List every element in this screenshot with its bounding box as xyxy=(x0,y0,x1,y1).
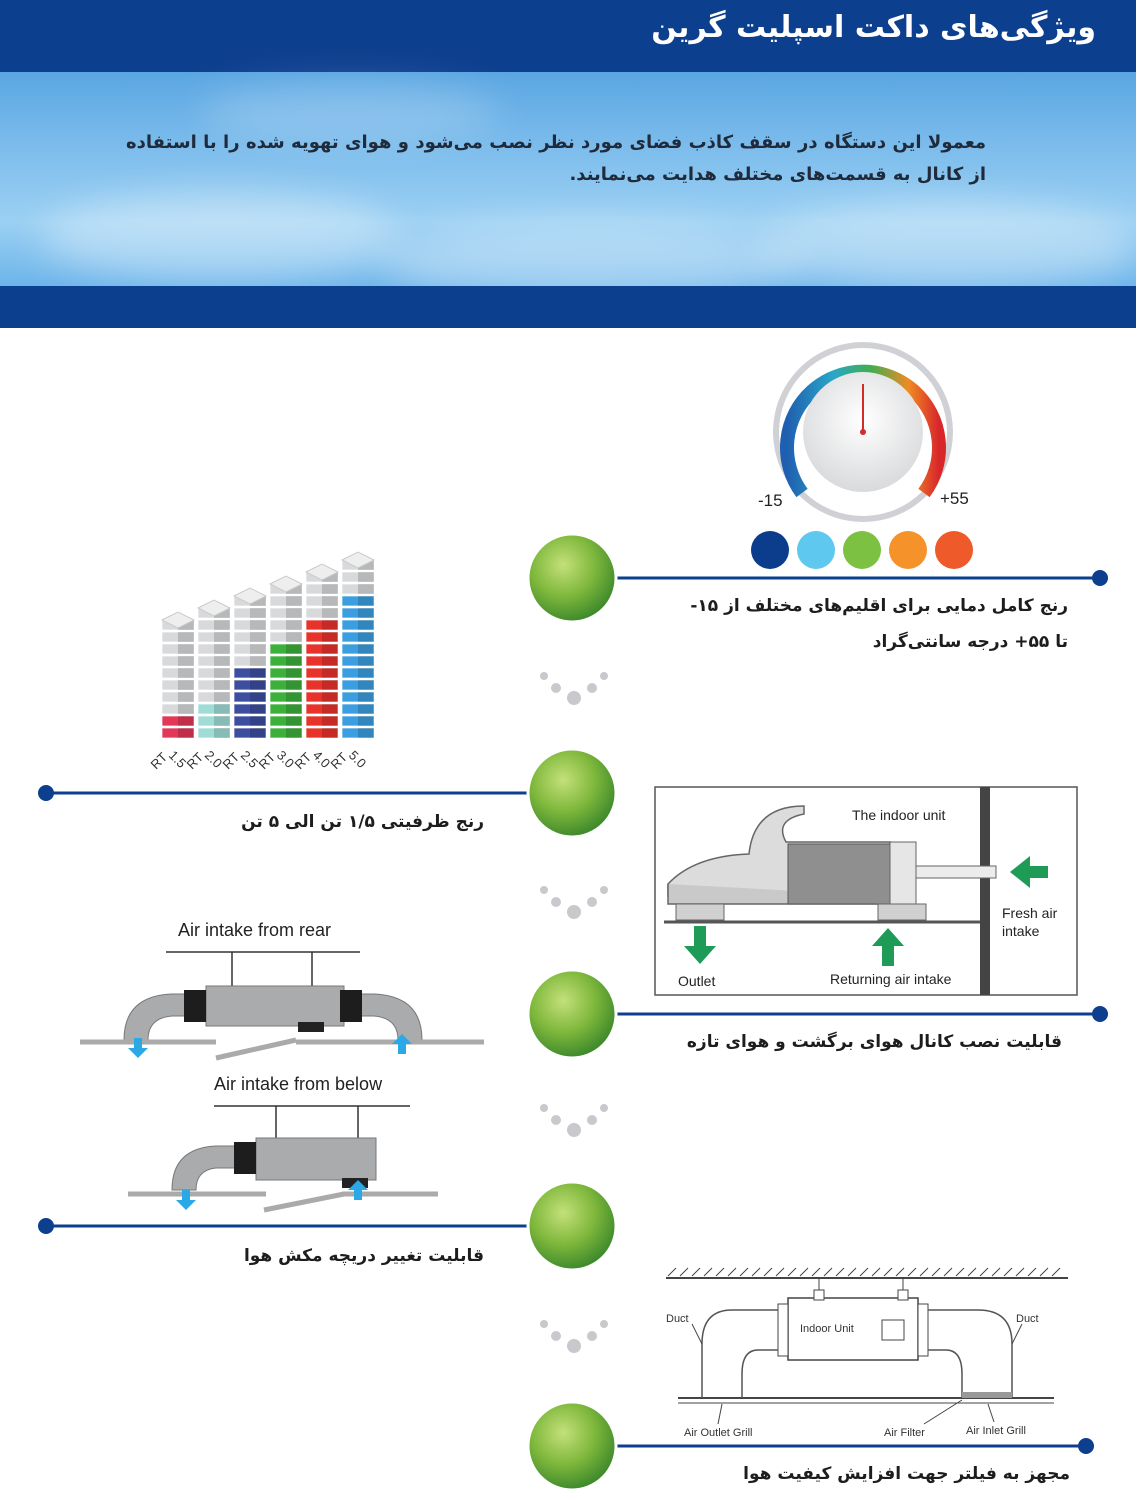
capacity-unit-label: RT xyxy=(291,749,315,773)
feature-1-line-1: رنج کامل دمایی برای اقلیم‌های مختلف از ۱۵- xyxy=(690,596,1068,616)
feature-ball-2 xyxy=(528,749,616,837)
capacity-bar xyxy=(306,564,338,738)
feature-5-text: مجهز به فیلتر جهت افزایش کیفیت هوا xyxy=(743,1464,1070,1484)
capacity-bar xyxy=(162,612,194,738)
page-title: ویژگی‌های داکت اسپلیت گرین xyxy=(651,10,1096,45)
capacity-tick-label: 2.0 xyxy=(201,747,226,771)
capacity-bar xyxy=(342,552,374,738)
capacity-unit-label: RT xyxy=(147,749,171,773)
capacity-tick-label: 4.0 xyxy=(309,747,334,771)
intake-rear-label: Air intake from rear xyxy=(178,920,332,940)
duct-outlet-grill-label: Air Outlet Grill xyxy=(684,1427,753,1439)
dot-cluster-2 xyxy=(540,886,608,919)
capacity-chart xyxy=(147,490,430,790)
feature-2-text: رنج ظرفیتی ۱/۵ تن الی ۵ تن xyxy=(241,812,484,832)
feature-ball-5 xyxy=(528,1402,616,1490)
fresh-intake-label: intake xyxy=(1002,923,1040,939)
intro-text: معمولا این دستگاه در سقف کاذب فضای مورد نظر نصب می‌شود و هوای تهویه شده را با استفاده از کانال به قسمت‌های مختلف هدایت می‌نمایند. xyxy=(126,132,986,185)
capacity-tick-label: 2.5 xyxy=(237,747,262,771)
header-bar xyxy=(0,0,1136,72)
feature-4-text: قابلیت تغییر دریچه مکش هوا xyxy=(243,1246,484,1266)
intake-below-label: Air intake from below xyxy=(214,1074,383,1094)
capacity-bar xyxy=(234,588,266,738)
capacity-unit-label: RT xyxy=(327,749,351,773)
connector-dot-5 xyxy=(1078,1438,1094,1454)
capacity-bar xyxy=(198,600,230,738)
temperature-gauge xyxy=(740,338,1000,558)
duct-right-label: Duct xyxy=(1016,1313,1039,1325)
fresh-returning-label: Returning air intake xyxy=(830,971,952,987)
connector-dot-4 xyxy=(38,1218,54,1234)
gauge-min-label: -15 xyxy=(758,491,783,510)
fresh-indoor-label: The indoor unit xyxy=(852,807,946,823)
feature-ball-1 xyxy=(528,534,616,622)
air-intake-diagram xyxy=(76,912,496,1218)
capacity-bar xyxy=(270,576,302,738)
fresh-air-diagram xyxy=(654,786,1080,998)
feature-1-line-2: تا ۵۵+ درجه سانتی‌گراد xyxy=(872,632,1068,652)
duct-diagram xyxy=(662,1264,1072,1446)
duct-indoor-label: Indoor Unit xyxy=(800,1323,854,1335)
capacity-tick-label: 3.0 xyxy=(273,747,298,771)
feature-ball-4 xyxy=(528,1182,616,1270)
dot-cluster-4 xyxy=(540,1320,608,1353)
capacity-tick-label: 5.0 xyxy=(345,747,370,771)
climate-dot xyxy=(797,531,835,569)
connector-dot-2 xyxy=(38,785,54,801)
climate-dot xyxy=(935,531,973,569)
duct-filter-label: Air Filter xyxy=(884,1427,925,1439)
dot-cluster-3 xyxy=(540,1104,608,1137)
fresh-outlet-label: Outlet xyxy=(678,973,716,989)
fresh-label: Fresh air xyxy=(1002,905,1058,921)
duct-inlet-grill-label: Air Inlet Grill xyxy=(966,1425,1026,1437)
climate-dot xyxy=(889,531,927,569)
connector-dot-3 xyxy=(1092,1006,1108,1022)
dot-cluster-1 xyxy=(540,672,608,705)
feature-3-text: قابلیت نصب کانال هوای برگشت و هوای تازه xyxy=(686,1032,1062,1052)
banner-band xyxy=(0,286,1136,328)
intro-banner xyxy=(0,72,1136,286)
duct-left-label: Duct xyxy=(666,1313,689,1325)
climate-dot xyxy=(751,531,789,569)
capacity-tick-label: 1.5 xyxy=(165,747,190,771)
capacity-unit-label: RT xyxy=(219,749,243,773)
capacity-unit-label: RT xyxy=(183,749,207,773)
feature-1-text xyxy=(638,588,1068,660)
gauge-max-label: +55 xyxy=(940,489,969,508)
connector-dot-1 xyxy=(1092,570,1108,586)
climate-dot xyxy=(843,531,881,569)
capacity-unit-label: RT xyxy=(255,749,279,773)
climate-dots xyxy=(740,528,1000,574)
